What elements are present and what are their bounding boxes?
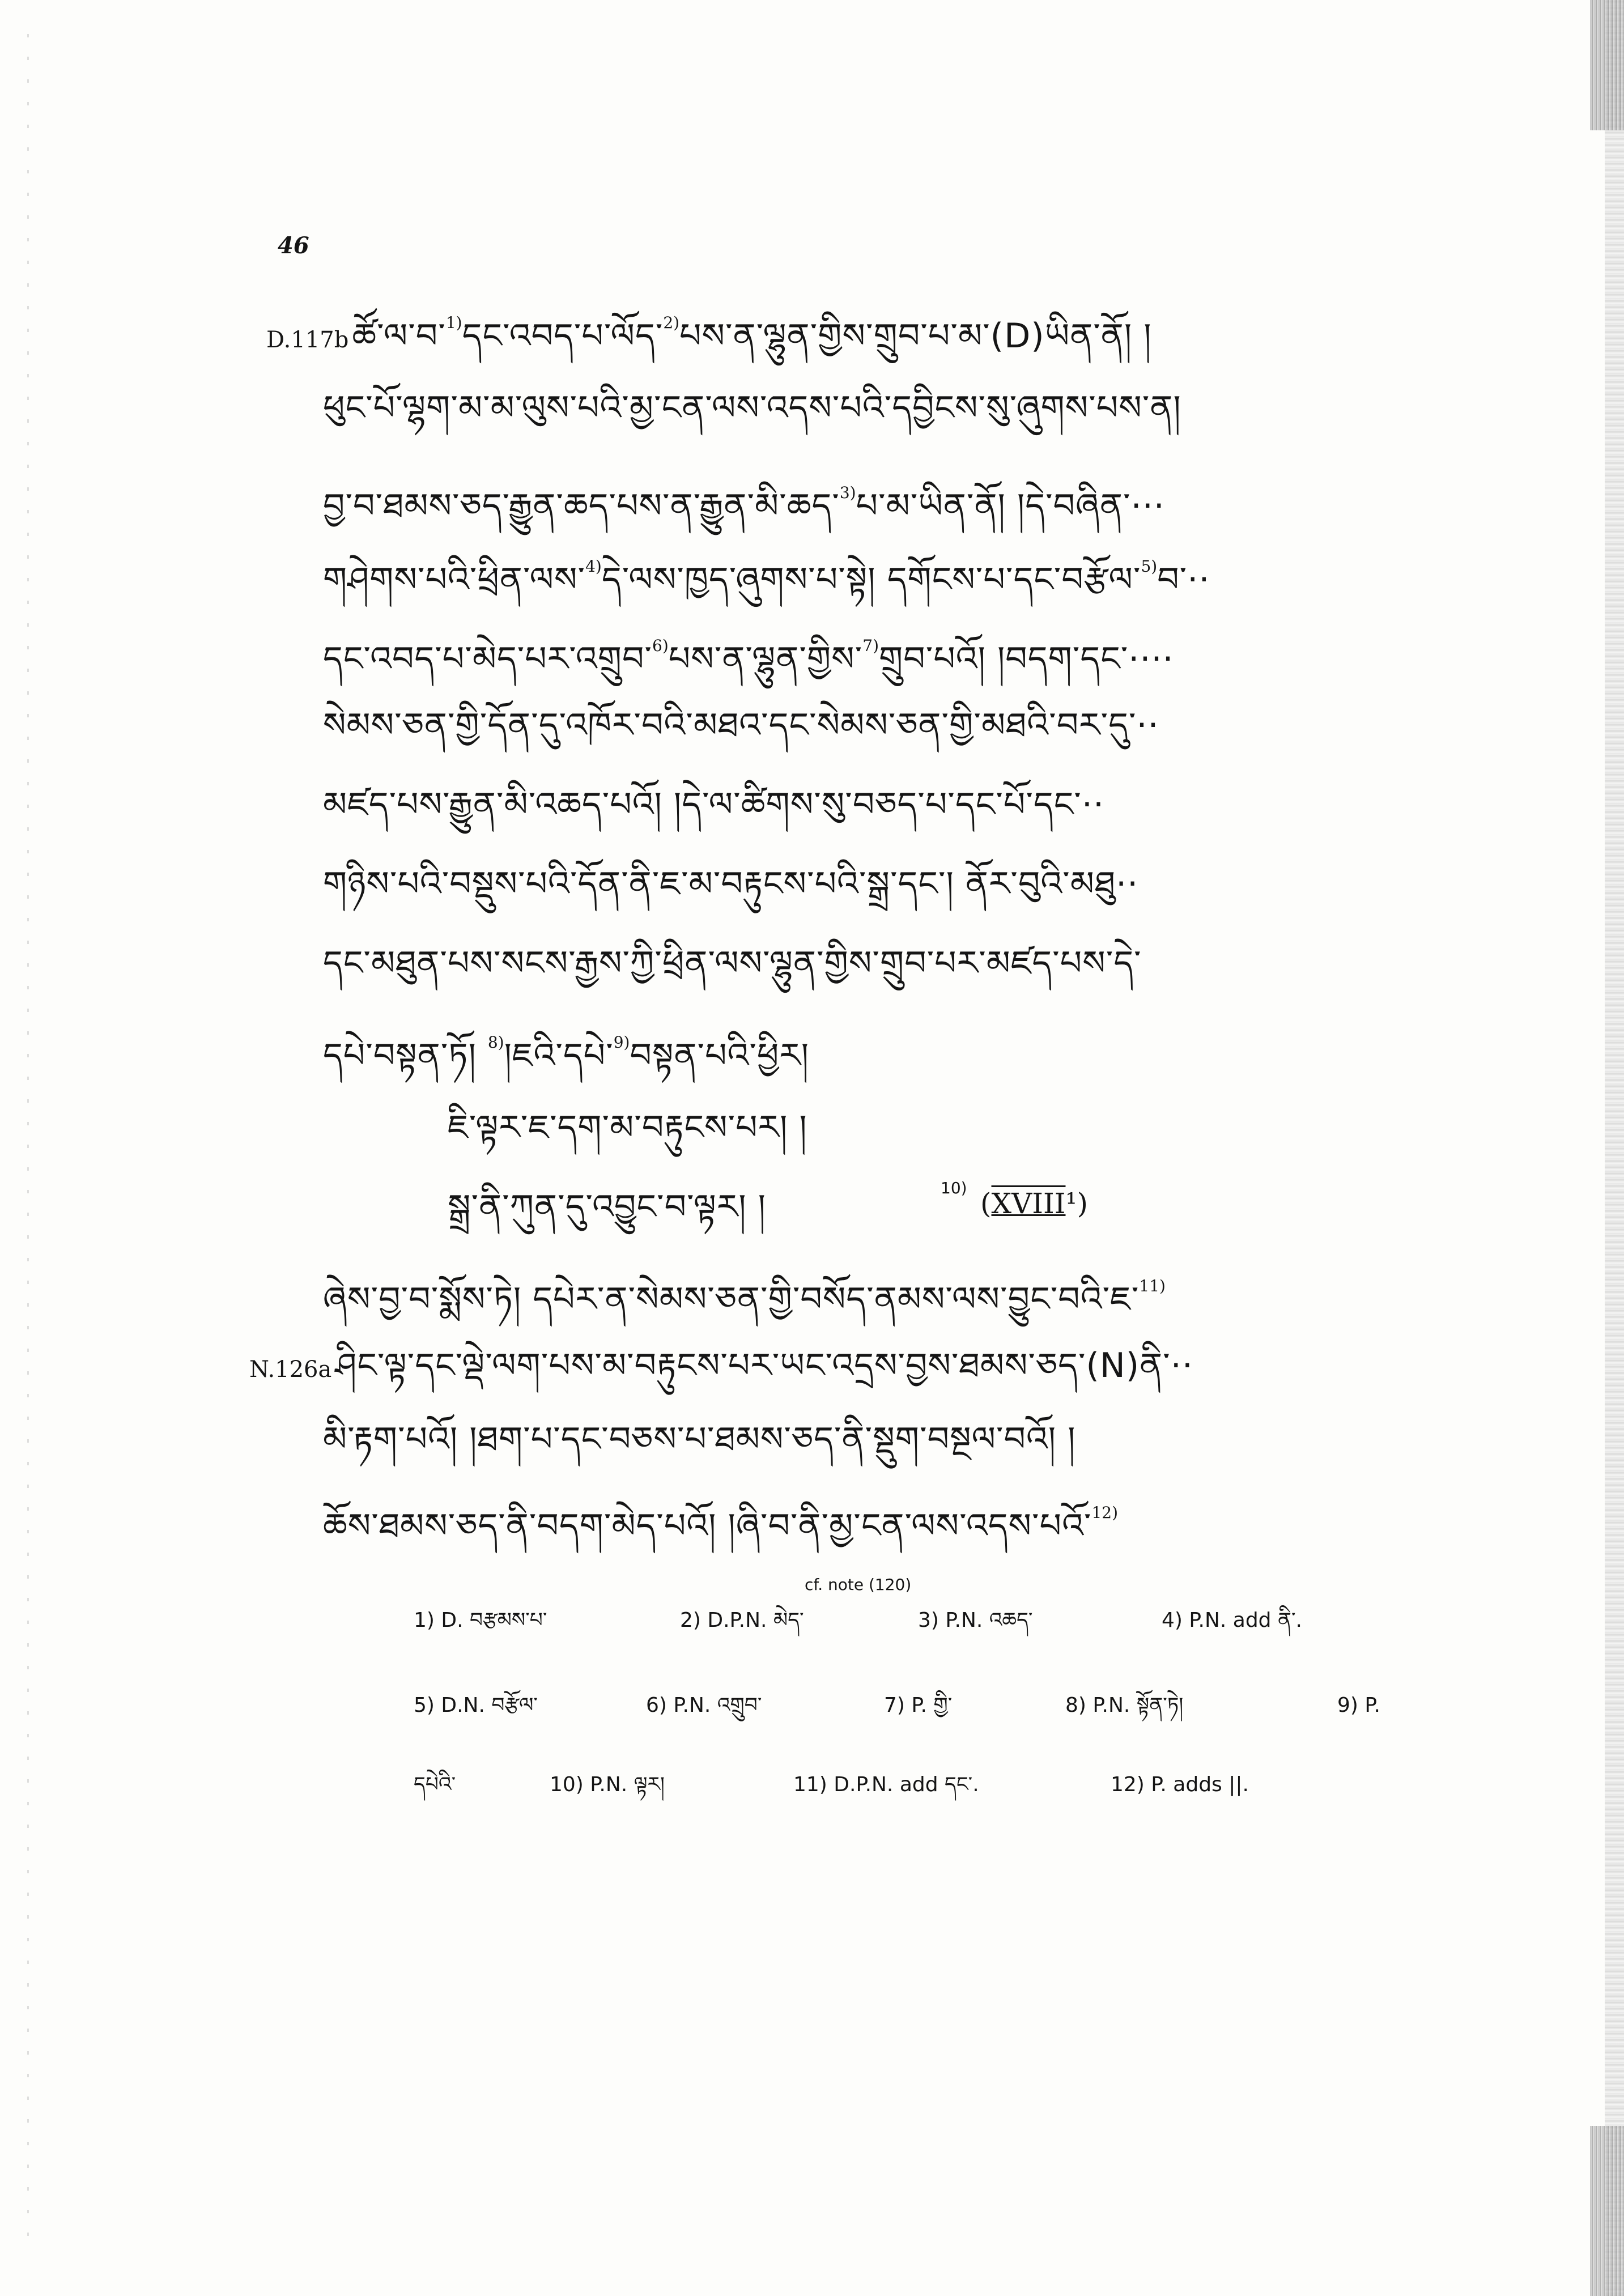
text-segment: དང་འབད་པ་མེད་པར་འགྲུབ་	[323, 639, 653, 679]
folio-ref-d: D.117b	[266, 327, 349, 353]
text-line-12	[249, 1343, 1193, 1392]
cf-note: cf. note (120)	[805, 1575, 912, 1594]
text-segment: པས་ན་ལྷུན་གྱིས་	[668, 639, 863, 679]
footnote-12: 12) P. adds ||.	[1111, 1773, 1249, 1796]
text-segment: །ཇའི་དཔེ་	[504, 1036, 614, 1075]
verse-line-2: སྒྲ་ནི་ཀུན་དུ་འབྱུང་བ་ལྟར། །	[448, 1187, 766, 1227]
footnote-1: 1) D. བརྩམས་པ་	[414, 1609, 547, 1632]
text-segment: པ་མ་ཡིན་ནོ། །དེ་བཞིན་···	[856, 486, 1165, 526]
text-line-8: གཉིས་པའི་བསྡུས་པའི་དོན་ནི་ཇ་མ་བརྟུངས་པའི་སྒྲ་དང་། ནོར་བུའི་མཐུ··	[323, 864, 1139, 904]
scan-edge-right-top	[1590, 0, 1624, 130]
text-segment: ཆོས་ཐམས་ཅད་ནི་བདག་མེད་པའོ། །ཞི་བ་ནི་མྱ་ངན་ལས་འདས་པའོ་	[323, 1506, 1092, 1546]
scan-edge-right-bottom	[1590, 2126, 1624, 2296]
footnote-6: 6) P.N. འགྲུབ་	[646, 1694, 762, 1717]
footnote-ref: 8)	[487, 1033, 504, 1052]
verse-line-1: ཇི་ལྟར་ཇ་དག་མ་བརྟུངས་པར། །	[448, 1108, 807, 1147]
footnote-5: 5) D.N. བརྩོལ་	[414, 1694, 538, 1717]
text-segment: ཚོ་ལ་བ་	[352, 316, 446, 356]
text-line-6: སེམས་ཅན་གྱི་དོན་དུ་འཁོར་བའི་མཐའ་དང་སེམས་ཅན་གྱི་མཐའི་བར་དུ་··	[323, 705, 1159, 745]
text-segment: པས་ན་ལྷུན་གྱིས་གྲུབ་པ་མ་(D)ཡིན་ནོ། །	[679, 316, 1152, 356]
text-segment: བ་··	[1157, 560, 1210, 599]
footnote-7: 7) P. གྱི་	[884, 1694, 953, 1717]
text-line-2: ཕུང་པོ་ལྷག་མ་མ་ལུས་པའི་མྱ་ངན་ལས་འདས་པའི་དབྱིངས་སུ་ཞུགས་པས་ན།	[323, 388, 1181, 428]
footnote-ref: 3)	[839, 483, 856, 502]
text-line-3	[323, 470, 1165, 529]
text-segment: ཤིང་ལྟ་དང་ལྡེ་ལག་པས་མ་བརྟུངས་པར་ཡང་འདྲས་བྱས་ཐམས་ཅད་(N)ནི་··	[335, 1346, 1193, 1385]
text-segment: ཞེས་བྱ་བ་སྨོས་ཏེ། དཔེར་ན་སེམས་ཅན་གྱི་བསོད་ནམས་ལས་བྱུང་བའི་ཇ་	[323, 1279, 1140, 1319]
page-number: 46	[278, 232, 309, 259]
text-segment: དཔེ་བསྟན་ཏོ།	[323, 1036, 488, 1075]
verse-number: (XVIII¹)	[980, 1187, 1089, 1220]
text-line-11	[323, 1264, 1166, 1322]
text-line-13: མི་རྟག་པའོ། །ཐག་པ་དང་བཅས་པ་ཐམས་ཅད་ནི་སྡུག་བསྔལ་བའོ། །	[323, 1419, 1076, 1459]
footnote-ref: 12)	[1091, 1503, 1119, 1522]
footnote-9-cont: དཔེའི་	[414, 1773, 456, 1796]
footnote-3: 3) P.N. འཆད་	[918, 1609, 1033, 1632]
text-segment: དེ་ལས་ཁྱད་ཞུགས་པ་སྟེ། དགོངས་པ་དང་བརྩོལ་	[601, 560, 1141, 599]
scan-edge-right	[1605, 0, 1624, 2296]
footnote-ref: 2)	[663, 313, 680, 332]
text-segment: བྱ་བ་ཐམས་ཅད་རྒྱུན་ཆད་པས་ན་རྒྱུན་མི་ཆད་	[323, 486, 840, 526]
text-line-9: དང་མཐུན་པས་སངས་རྒྱས་ཀྱི་ཕྲིན་ལས་ལྷུན་གྱིས་གྲུབ་པར་མཛད་པས་དེ་	[323, 943, 1142, 983]
text-line-14	[323, 1490, 1118, 1549]
footnote-9: 9) P.	[1337, 1694, 1380, 1717]
footnote-ref: 7)	[862, 636, 879, 655]
footnote-ref: 4)	[585, 557, 602, 576]
footnote-8: 8) P.N. སྟོན་ཏེ།	[1065, 1694, 1184, 1717]
text-line-5	[323, 623, 1174, 682]
text-line-4	[323, 544, 1210, 602]
footnote-ref: 5)	[1141, 557, 1158, 576]
text-segment: གྲུབ་པའོ། །བདག་དང་····	[879, 639, 1174, 679]
footnote-ref: 6)	[652, 636, 669, 655]
roman-numeral: XVIII	[991, 1187, 1066, 1220]
footnote-ref: 10)	[941, 1179, 967, 1197]
footnote-ref: 1)	[445, 313, 462, 332]
text-line-10	[323, 1020, 809, 1078]
footnote-11: 11) D.P.N. add དང་.	[793, 1773, 979, 1796]
text-segment: བསྟན་པའི་ཕྱིར།	[630, 1036, 810, 1075]
text-segment: གཤེགས་པའི་ཕྲིན་ལས་	[323, 560, 586, 599]
footnote-4: 4) P.N. add ནི་.	[1162, 1609, 1302, 1632]
text-line-7: མཛད་པས་རྒྱུན་མི་འཆད་པའོ། །དེ་ལ་ཚིགས་སུ་བཅད་པ་དང་པོ་དང་··	[323, 785, 1105, 824]
text-segment: དང་འབད་པ་ལོད་	[462, 316, 664, 356]
footnote-2: 2) D.P.N. མེད་	[680, 1609, 804, 1632]
text-line-1	[266, 300, 1152, 363]
folio-ref-n: N.126a	[249, 1357, 332, 1383]
footnote-ref: 11)	[1139, 1277, 1166, 1295]
footnote-ref: 9)	[613, 1033, 630, 1052]
verse-number-suffix: ¹	[1065, 1187, 1077, 1220]
footnote-10: 10) P.N. ལྟར།	[550, 1773, 665, 1796]
scan-edge-left	[27, 34, 29, 2244]
